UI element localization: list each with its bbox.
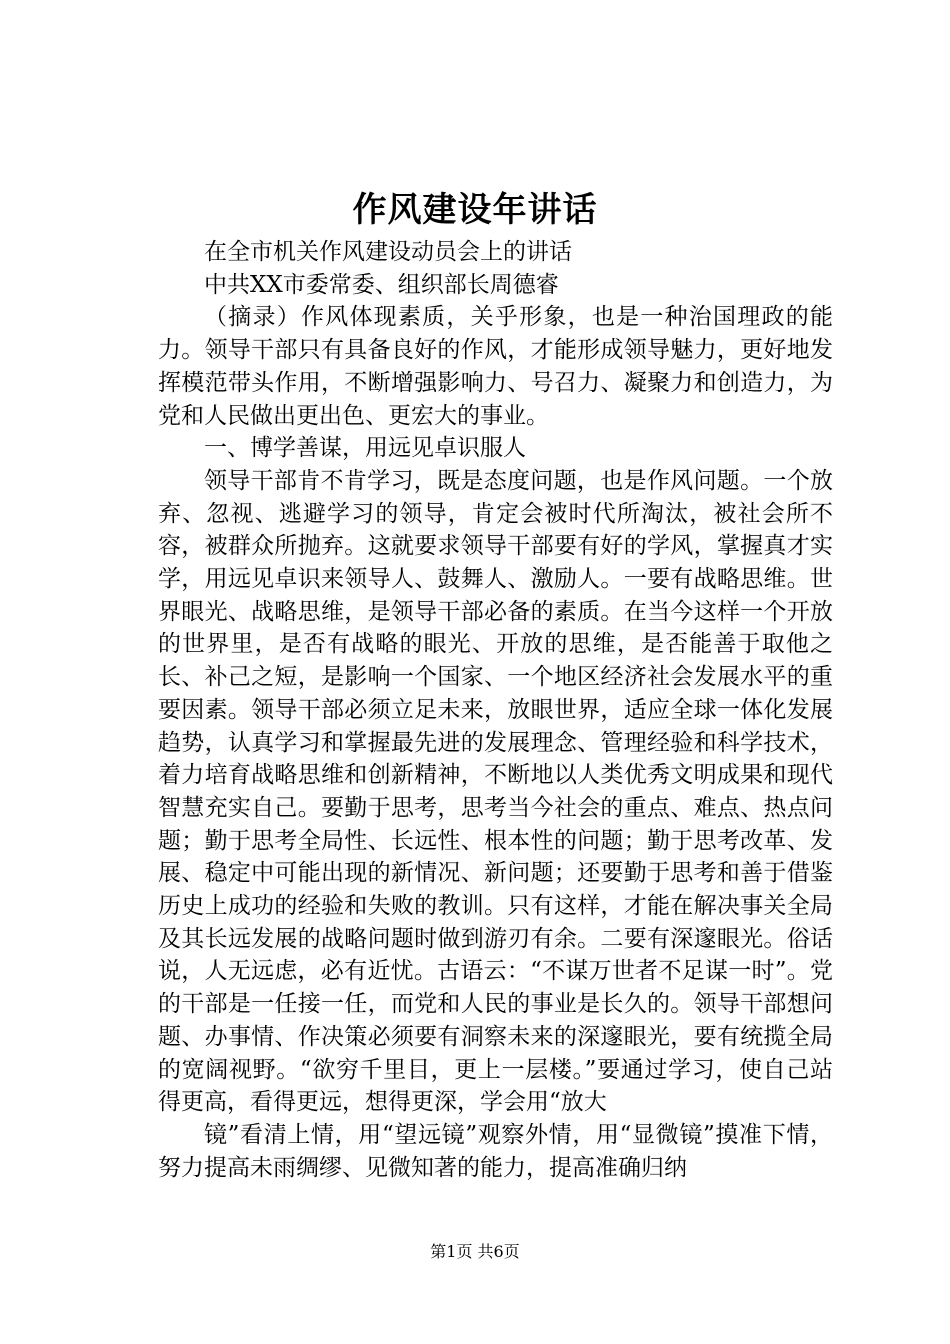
speech-subtitle: 在全市机关作风建设动员会上的讲话 <box>204 239 572 265</box>
body-paragraph: 镜”看清上情，用“望远镜”观察外情，用“显微镜”摸准下情，努力提高未雨绸缪、见微知著的能力，提高准确归纳 <box>158 1121 833 1181</box>
speaker-line: 中共XX市委常委、组织部长周德睿 <box>204 271 559 298</box>
document-body <box>158 236 833 1184</box>
document-title: 作风建设年讲话 <box>352 190 598 230</box>
page-number-footer: 第1页 共6页 <box>430 1242 520 1261</box>
section-heading: 一、博学善谋，用远见卓识服人 <box>204 435 526 462</box>
body-paragraph: 领导干部肯不肯学习，既是态度问题，也是作风问题。一个放弃、忽视、逃避学习的领导，肯定会被时代所淘汰，被社会所不容，被群众所抛弃。这就要求领导干部要有好的学风，掌握真才实学，用远见卓识来领导人、鼓舞人、激励人。一要有战略思维。世界眼光、战略思维，是领导干部必备的素质。在当今这样一个开放的世界里，是否有战略的眼光、开放的思维，是否能善于取他之长、补己之短，是影响一个国家、一个地区经济社会发展水平的重要因素。领导干部必须立足未来，放眼世界，适应全球一体化发展趋势，认真学习和掌握最先进的发展理念、管理经验和科学技术，着力培育战略思维和创新精神，不断地以人类优秀文明成果和现代智慧充实自己。要勤于思考，思考当今社会的重点、难点、热点问题；勤于思考全局性、长远性、根本性的问题；勤于思考改革、发展、稳定中可能出现的新情况、新问题；还要勤于思考和善于借鉴历史上成功的经验和失败的教训。只有这样，才能在解决事关全局及其长远发展的战略问题时做到游刃有余。二要有深邃眼光。俗话说，人无远虑，必有近忧。古语云：“不谋万世者不足谋一时”。党的干部是一任接一任，而党和人民的事业是长久的。领导干部想问题、办事情、作决策必须要有洞察未来的深邃眼光，要有统揽全局的宽阔视野。“欲穷千里目，更上一层楼。”要通过学习，使自己站得更高，看得更远，想得更深，学会用“放大 <box>158 467 833 1116</box>
body-paragraph: （摘录）作风体现素质，关乎形象，也是一种治国理政的能力。领导干部只有具备良好的作风，才能形成领导魅力，更好地发挥模范带头作用，不断增强影响力、号召力、凝聚力和创造力，为党和人民做出更出色、更宏大的事业。 <box>158 304 833 429</box>
